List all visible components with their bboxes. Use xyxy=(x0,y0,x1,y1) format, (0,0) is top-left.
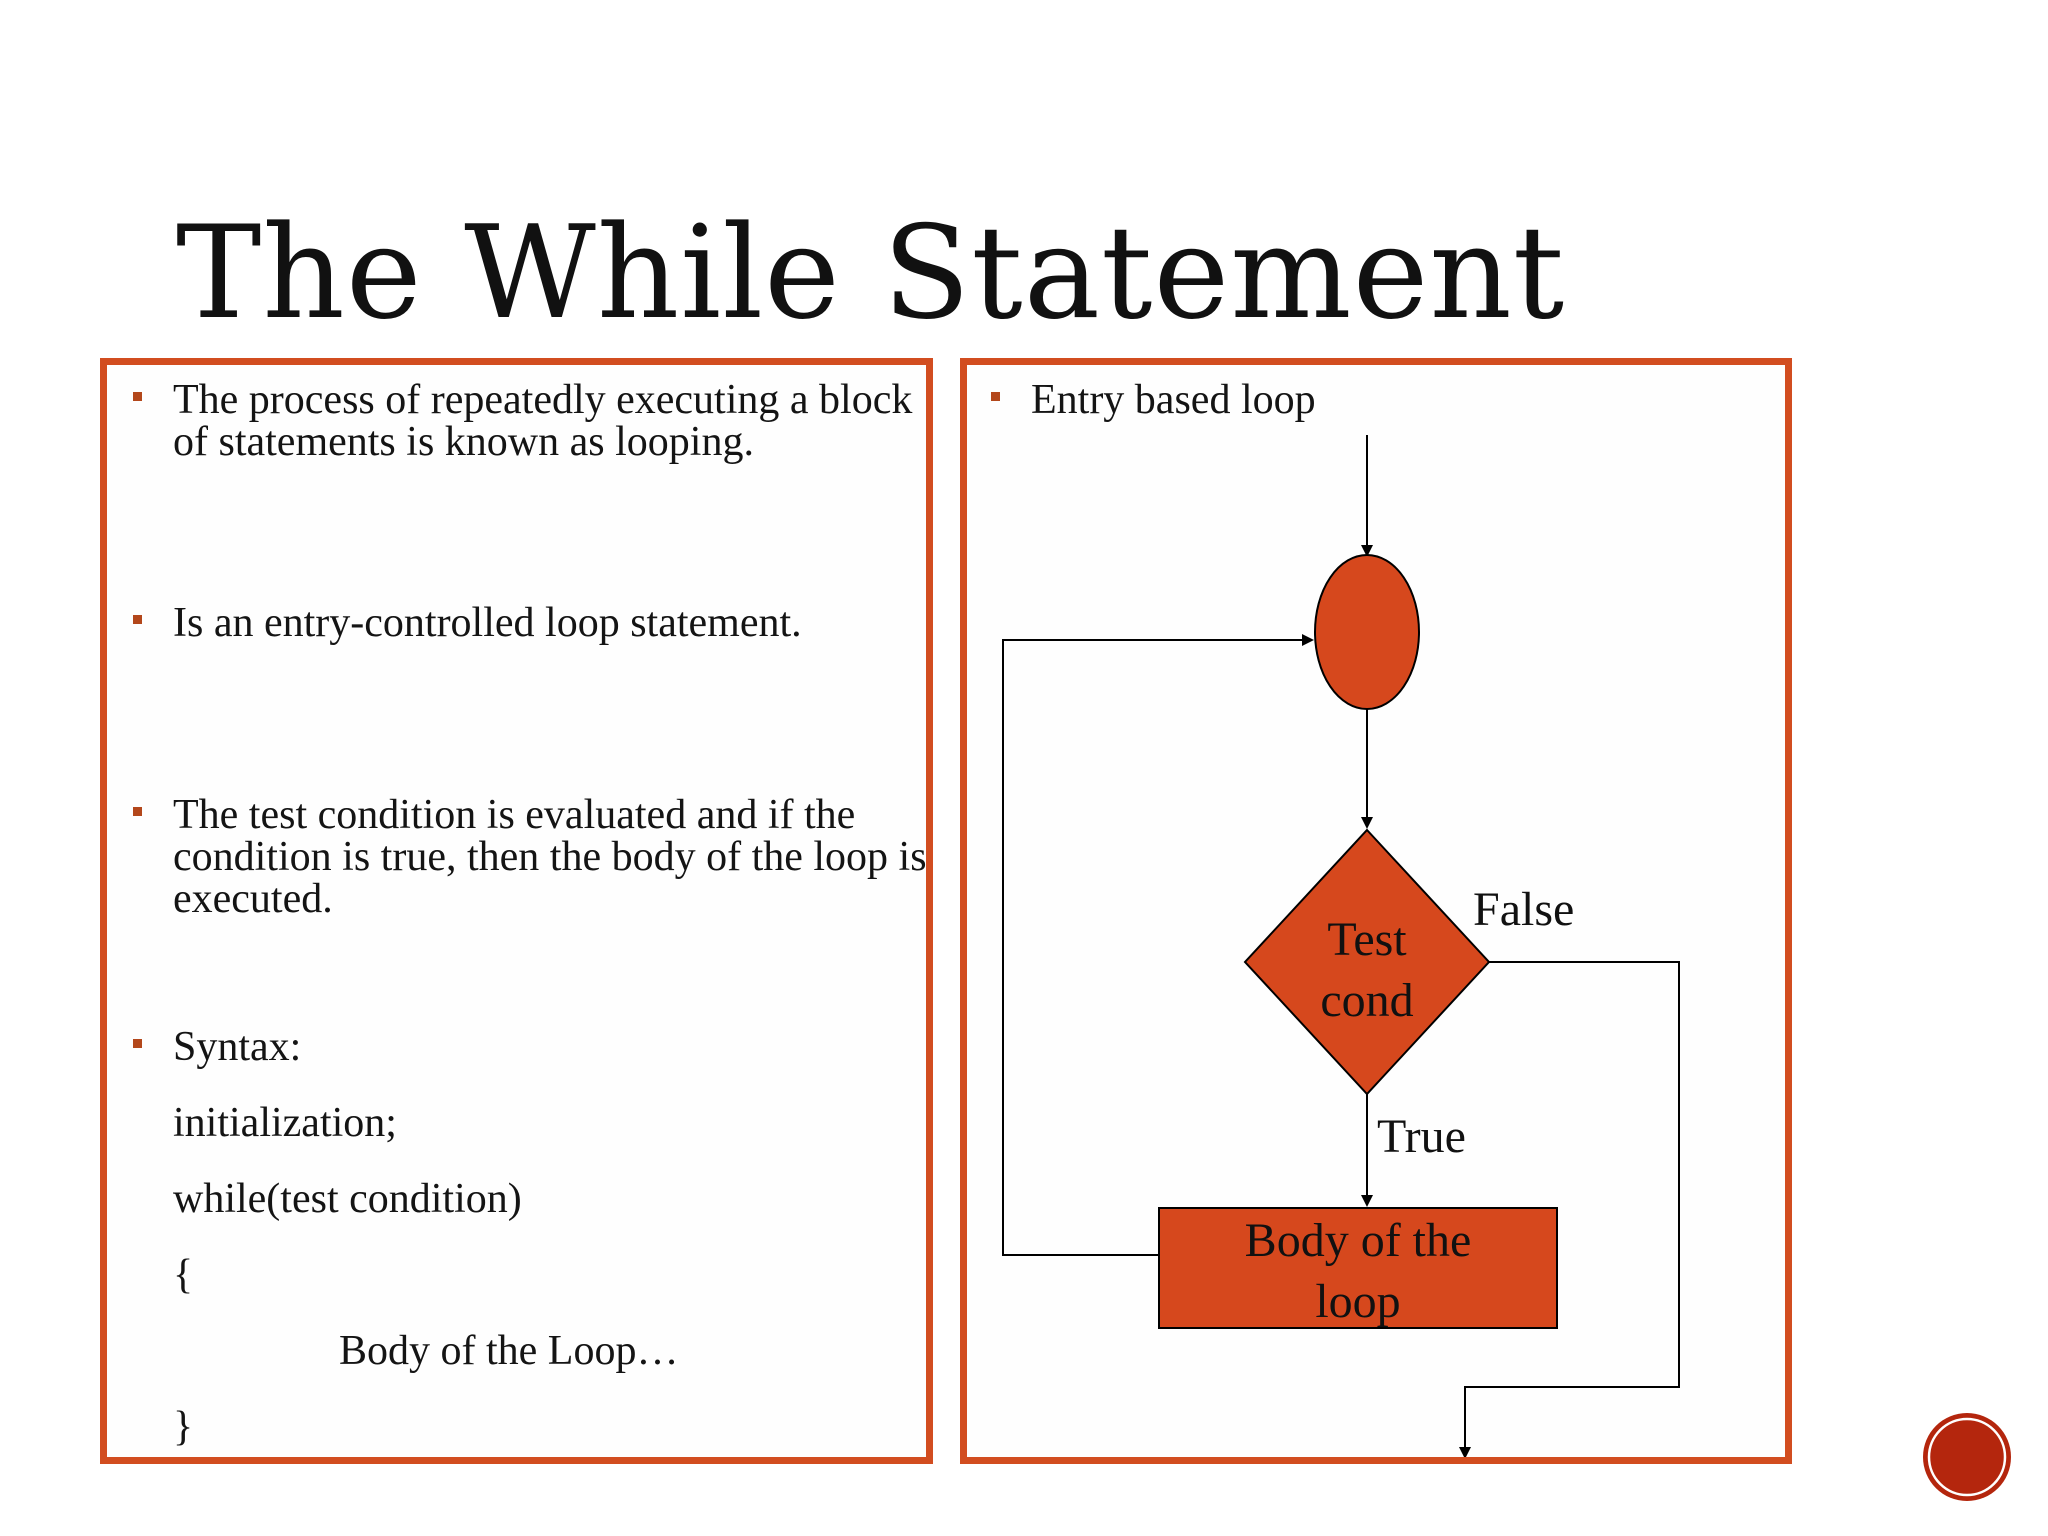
left-text-panel xyxy=(100,358,933,1464)
syntax-line: Body of the Loop… xyxy=(339,1328,679,1374)
false-label: False xyxy=(1473,883,1575,936)
decision-label-line2: cond xyxy=(1320,974,1414,1027)
bullet-text: The test condition is evaluated and if the condition is true, then the body of the loop is executed. xyxy=(173,792,927,922)
bullet-square-icon xyxy=(133,615,142,624)
bullet-text: The process of repeatedly executing a block of statements is known as looping. xyxy=(173,377,913,465)
bullet-text: Entry based loop xyxy=(1031,377,1316,423)
right-diagram-panel xyxy=(960,358,1792,1464)
connector-node xyxy=(1315,555,1419,709)
body-label-line1: Body of the xyxy=(1244,1214,1472,1267)
decorative-circle-icon xyxy=(1920,1410,2014,1504)
true-label: True xyxy=(1377,1110,1466,1163)
decision-label-line1: Test xyxy=(1327,913,1407,966)
syntax-line: } xyxy=(173,1404,194,1450)
while-loop-flowchart xyxy=(967,365,1785,1457)
syntax-line: while(test condition) xyxy=(173,1176,522,1222)
bullet-square-icon xyxy=(133,392,142,401)
bullet-text: Is an entry-controlled loop statement. xyxy=(173,600,802,646)
slide-title: The While Statement xyxy=(176,199,1566,348)
body-label-line2: loop xyxy=(1315,1275,1401,1328)
bullet-text: Syntax: xyxy=(173,1024,302,1070)
syntax-line: { xyxy=(173,1252,194,1298)
syntax-line: initialization; xyxy=(173,1100,397,1146)
bullet-square-icon xyxy=(133,807,142,816)
bullet-square-icon xyxy=(133,1039,142,1048)
